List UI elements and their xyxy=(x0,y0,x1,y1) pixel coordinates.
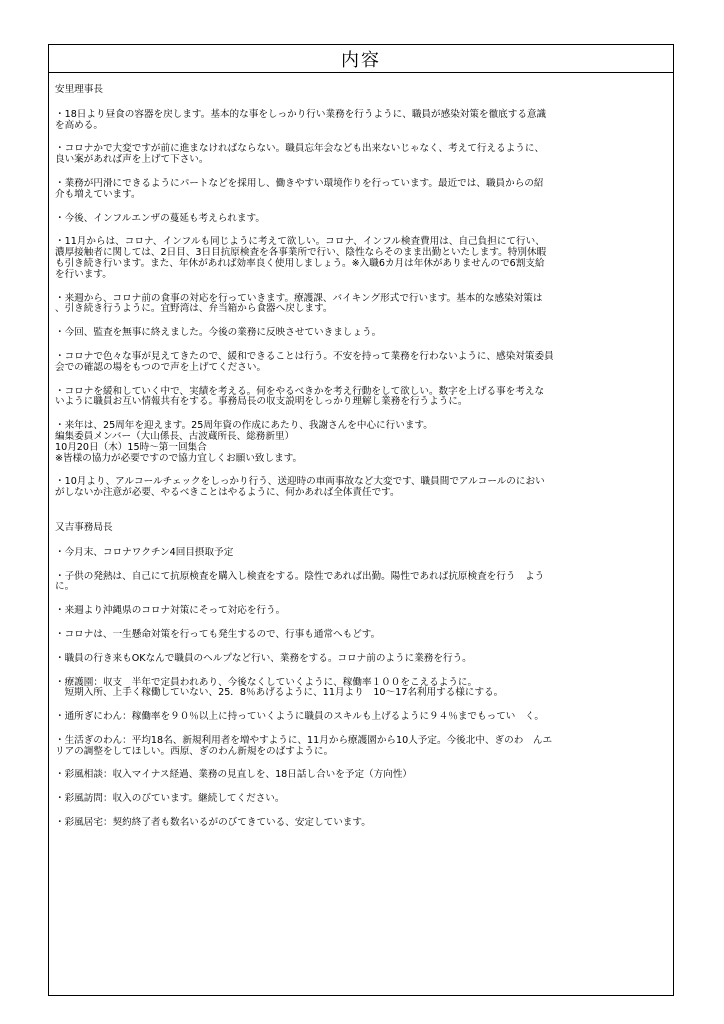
paragraph: ・彩風相談：収入マイナス経過、業務の見直しを、18日話し合いを予定（方向性） xyxy=(55,769,413,781)
paragraph: ・子供の発熱は、自己にて抗原検査を購入し検査をする。陰性であれば出勤。陽性であれば抗原検査を行う よう に。 xyxy=(55,570,545,593)
section-chairman xyxy=(55,85,667,499)
section-secretary-general xyxy=(55,523,667,829)
document-frame xyxy=(48,44,674,996)
paragraph: ・今月末、コロナワクチン4回目摂取予定 xyxy=(55,546,234,558)
paragraph: ・コロナかで大変ですが前に進まなければならない。職員忘年会なども出来ないじゃなく、考えて行えるように、 良い案があれば声を上げて下さい。 xyxy=(55,143,545,166)
section-heading: 安里理事長 xyxy=(55,84,103,95)
paragraph: ・通所ぎにわん：稼働率を９０％以上に持っていくように職員のスキルも上げるように９４％までもってい く。 xyxy=(55,711,544,723)
paragraph: ・彩風居宅：契約終了者も数名いるがのびてきている、安定しています。 xyxy=(55,817,371,829)
paragraph: ・10月より、アルコールチェックをしっかり行う、送迎時の車両事故など大変です、職員間でアルコールのにおい がしないか注意が必要、やるべきことはやるように、何かあれば全体責任です。 xyxy=(55,476,545,499)
page-title: 内容 xyxy=(341,49,381,71)
paragraph: ・コロナで色々な事が見えてきたので、緩和できることは行う。不安を持って業務を行わないように、感染対策委員 会での確認の場をもつので声を上げてください。 xyxy=(55,350,554,373)
paragraph: ・11月からは、コロナ、インフルも同じように考えて欲しい。コロナ、インフル検査費用は、自己負担にて行い、 濃厚接触者に関しては、2日目、3日目抗原検査を各事業所で行い、陰性ならそのまま出勤といたします。特別休暇 も引き続き行います。また、年休があれば効率良く使用しましょう。※入職6カ月は年休がありませんので6割支給 を行います。 xyxy=(55,236,547,280)
paragraph: ・来週から、コロナ前の食事の対応を行っていきます。療護課、バイキング形式で行います。基本的な感染対策は 、引き続き行うように。宜野湾は、弁当箱から食器へ戻します。 xyxy=(55,292,543,315)
paragraph: ・来年は、25周年を迎えます。25周年資の作成にあたり、我謝さんを中心に行います。 編集委員メンバー（大山係長、古波蔵所長、総務新里） 10月20日（木）15時～第一回集合 ※皆様の協力が必要ですので協力宜しくお願い致します。 xyxy=(55,420,433,464)
paragraph: ・生活ぎのわん：平均18名、新規利用者を増やすように、11月から療護園から10人予定。今後北中、ぎのわ んエ リアの調整をしてほしい。西原、ぎのわん新規をのばすように。 xyxy=(55,734,553,757)
paragraph: ・コロナを緩和していく中で、実績を考える。何をやるべきかを考え行動をして欲しい。数字を上げる事を考えな いように職員お互い情報共有をする。事務局長の収支説明をしっかり理解し業務を行うように。 xyxy=(55,385,545,408)
paragraph: ・今後、インフルエンザの蔓延も考えられます。 xyxy=(55,212,265,224)
paragraph: ・コロナは、一生懸命対策を行っても発生するので、行事も通常へもどす。 xyxy=(55,628,381,640)
section-heading: 又吉事務局長 xyxy=(55,521,113,533)
title-bar xyxy=(49,45,673,73)
document-body xyxy=(49,73,673,829)
paragraph: ・18日より昼食の容器を戻します。基本的な事をしっかり行い業務を行うように、職員が感染対策を徹底する意識 を高める。 xyxy=(55,108,547,131)
paragraph: ・今回、監査を無事に終えました。今後の業務に反映させていきましょう。 xyxy=(55,327,382,339)
paragraph: ・職員の行き来もOKなんで職員のヘルプなど行い、業務をする。コロナ前のように業務を行う。 xyxy=(55,652,472,664)
paragraph: ・療護園：収支 半年で定員われあり、今後なくしていくように、稼働率１００をこえるように。 短期入所、上手く稼働していない、25．8％あげるように、11月より 10～17名利用する様にする。 xyxy=(55,676,504,699)
paragraph: ・彩風訪問：収入のびています。継続してください。 xyxy=(55,793,285,805)
paragraph: ・業務が円滑にできるようにパートなどを採用し、働きやすい環境作りを行っています。最近では、職員からの紹 介も増えています。 xyxy=(55,177,544,200)
paragraph: ・来週より沖縄県のコロナ対策にそって対応を行う。 xyxy=(55,605,286,617)
